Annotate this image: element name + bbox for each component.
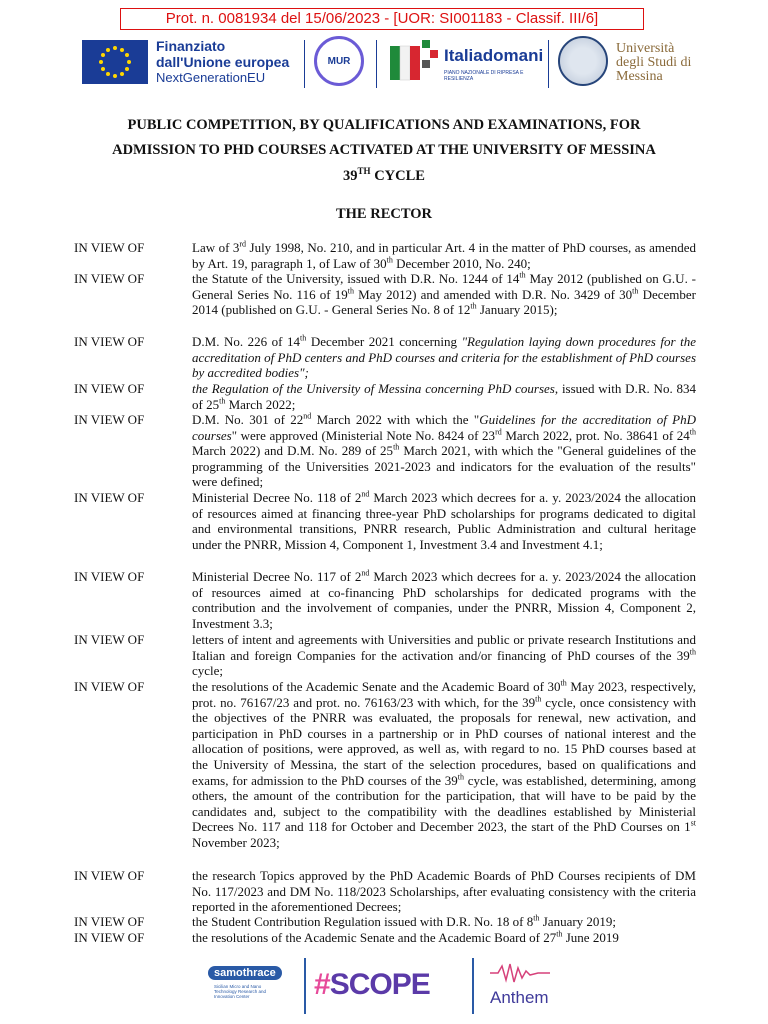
logo-divider (548, 40, 549, 88)
scope-logo: #SCOPE (314, 968, 430, 1001)
recital-text: the Statute of the University, issued with D.R. No. 1244 of 14th May 2012 (published on G.U. - General Series No. 116 of 19th May 2012) and amended with D.R. No. 3429 of 30th December 2014 (published on G.U. - General Series No. 8 of 12th January 2015); (192, 270, 696, 318)
title-line-2: ADMISSION TO PHD COURSES ACTIVATED AT THE UNIVERSITY OF MESSINA (112, 142, 656, 158)
samothrace-logo (200, 962, 296, 1012)
recital-text: D.M. No. 226 of 14th December 2021 concerning "Regulation laying down procedures for the accreditation of PhD centers and PhD courses and criteria for the establishment of PhD courses by accredited bodies"; (192, 333, 696, 381)
recital-text: Ministerial Decree No. 117 of 2nd March 2023 which decrees for a. y. 2023/2024 the allocation of resources aimed at co-financing PhD scholarships for dedicated programs with the contribution and the involvement of companies, under the PNRR, Mission 4, Component 2, Investment 3.3; (192, 568, 696, 631)
eu-flag-icon (82, 40, 148, 84)
title-line-1: PUBLIC COMPETITION, BY QUALIFICATIONS AND EXAMINATIONS, FOR (127, 117, 641, 133)
protocol-stamp: Prot. n. 0081934 del 15/06/2023 - [UOR: SI001183 - Classif. III/6] (120, 8, 644, 30)
logo-divider (472, 958, 474, 1014)
recital-label: IN VIEW OF (74, 679, 145, 694)
footer-logos (200, 954, 570, 1018)
logo-divider (304, 958, 306, 1014)
italiadomani-name: Italiadomani (444, 46, 544, 65)
italiadomani-flag-icon (388, 38, 440, 90)
recital-text: Ministerial Decree No. 118 of 2nd March 2023 which decrees for a. y. 2023/2024 the allocation of resources aimed at financing three-year PhD scholarships for programs dedicated to digital and environmental transitions, PNRR research, Public Administration and cultural heritage under the PNRR, Mission 4, Component 1, Investment 3.4 and Investment 4.1; (192, 489, 696, 552)
recital-label: IN VIEW OF (74, 381, 145, 396)
recital-text: the Student Contribution Regulation issued with D.R. No. 18 of 8th January 2019; (192, 913, 617, 929)
eu-logo (78, 36, 298, 92)
recital-label: IN VIEW OF (74, 868, 145, 883)
logo-divider (304, 40, 305, 88)
recital-text: letters of intent and agreements with Universities and public or private research Institutions and Italian and foreign Companies for the activation and/or financing of PhD courses of the 39th cycle; (192, 632, 696, 679)
recital-label: IN VIEW OF (74, 412, 145, 427)
recital-text: D.M. No. 301 of 22nd March 2022 with which the "Guidelines for the accreditation of PhD courses" were approved (Ministerial Note No. 8424 of 23rd March 2022, prot. No. 38641 of 24th March 2022) and D.M. No. 289 of 25th March 2021, with which the "General guidelines of the programming of the Universities 2021-2023 and indicators for the evaluation of the results" were defined; (192, 411, 696, 490)
anthem-wave-icon (490, 962, 550, 984)
recital-label: IN VIEW OF (74, 271, 145, 286)
recital-label: IN VIEW OF (74, 632, 145, 647)
recital-text: the resolutions of the Academic Senate and the Academic Board of 27th June 2019 (192, 929, 619, 945)
mur-seal-icon: MUR (314, 36, 364, 86)
cycle-heading: 39TH CYCLE (343, 166, 425, 184)
recital-text: Law of 3rd July 1998, No. 210, and in particular Art. 4 in the matter of PhD courses, as amended by Art. 19, paragraph 1, of Law of 30th December 2010, No. 240; (192, 239, 696, 271)
anthem-name: Anthem (490, 988, 549, 1007)
recital-text: the research Topics approved by the PhD Academic Boards of PhD Courses recipients of DM No. 117/2023 and DM No. 118/2023 Scholarships, after evaluating consistency with the criteria reported in the aforementioned Decrees; (192, 868, 696, 915)
recital-label: IN VIEW OF (74, 490, 145, 505)
recital-label: IN VIEW OF (74, 240, 145, 255)
samothrace-name: samothrace (208, 966, 282, 980)
rector-heading: THE RECTOR (335, 206, 433, 222)
header-logos (78, 36, 698, 92)
recital-text: the resolutions of the Academic Senate and the Academic Board of 30th May 2023, respectively, prot. no. 76167/23 and prot. no. 76163/23 with which, for the 39th cycle, once consistency with the objectives of the PNRR was evaluated, the proposals for renewal, new activation, and participation in PhD courses in a partnership or in PhD courses of national interest and the allocation of positions, were approved, as well as, with regard to no. 15 PhD courses based at the University of Messina, the start of the selection procedures, based on qualifications and exams, for admission to the PhD courses of the 39th cycle, was established, determining, among others, the amount of the contribution for the participation, that will have to be paid by the candidates and, subject to the compatibility with the deadlines established by Ministerial Decrees No. 117 and 118 for October and December 2023, the start of the PhD Courses on 1st November 2023; (192, 678, 696, 850)
recital-label: IN VIEW OF (74, 914, 145, 929)
mur-logo (314, 36, 368, 92)
unime-seal-icon (558, 36, 608, 86)
unime-name: Università degli Studi di Messina (616, 41, 692, 84)
italiadomani-sub: PIANO NAZIONALE DI RIPRESA E RESILIENZA (444, 70, 524, 82)
recital-label: IN VIEW OF (74, 334, 145, 349)
recital-label: IN VIEW OF (74, 930, 145, 945)
samothrace-sub: Sicilian Micro and Nano Technology Research and Innovation Center (214, 984, 267, 999)
recital-text: the Regulation of the University of Messina concerning PhD courses, issued with D.R. No. 834 of 25th March 2022; (192, 381, 697, 412)
unime-logo (558, 36, 698, 92)
logo-divider (376, 40, 377, 88)
italiadomani-logo (386, 36, 546, 92)
scope-hash-icon: # (314, 968, 330, 1001)
recital-label: IN VIEW OF (74, 569, 145, 584)
eu-logo-text: Finanziato dall'Unione europea NextGenerationEU (156, 38, 290, 85)
